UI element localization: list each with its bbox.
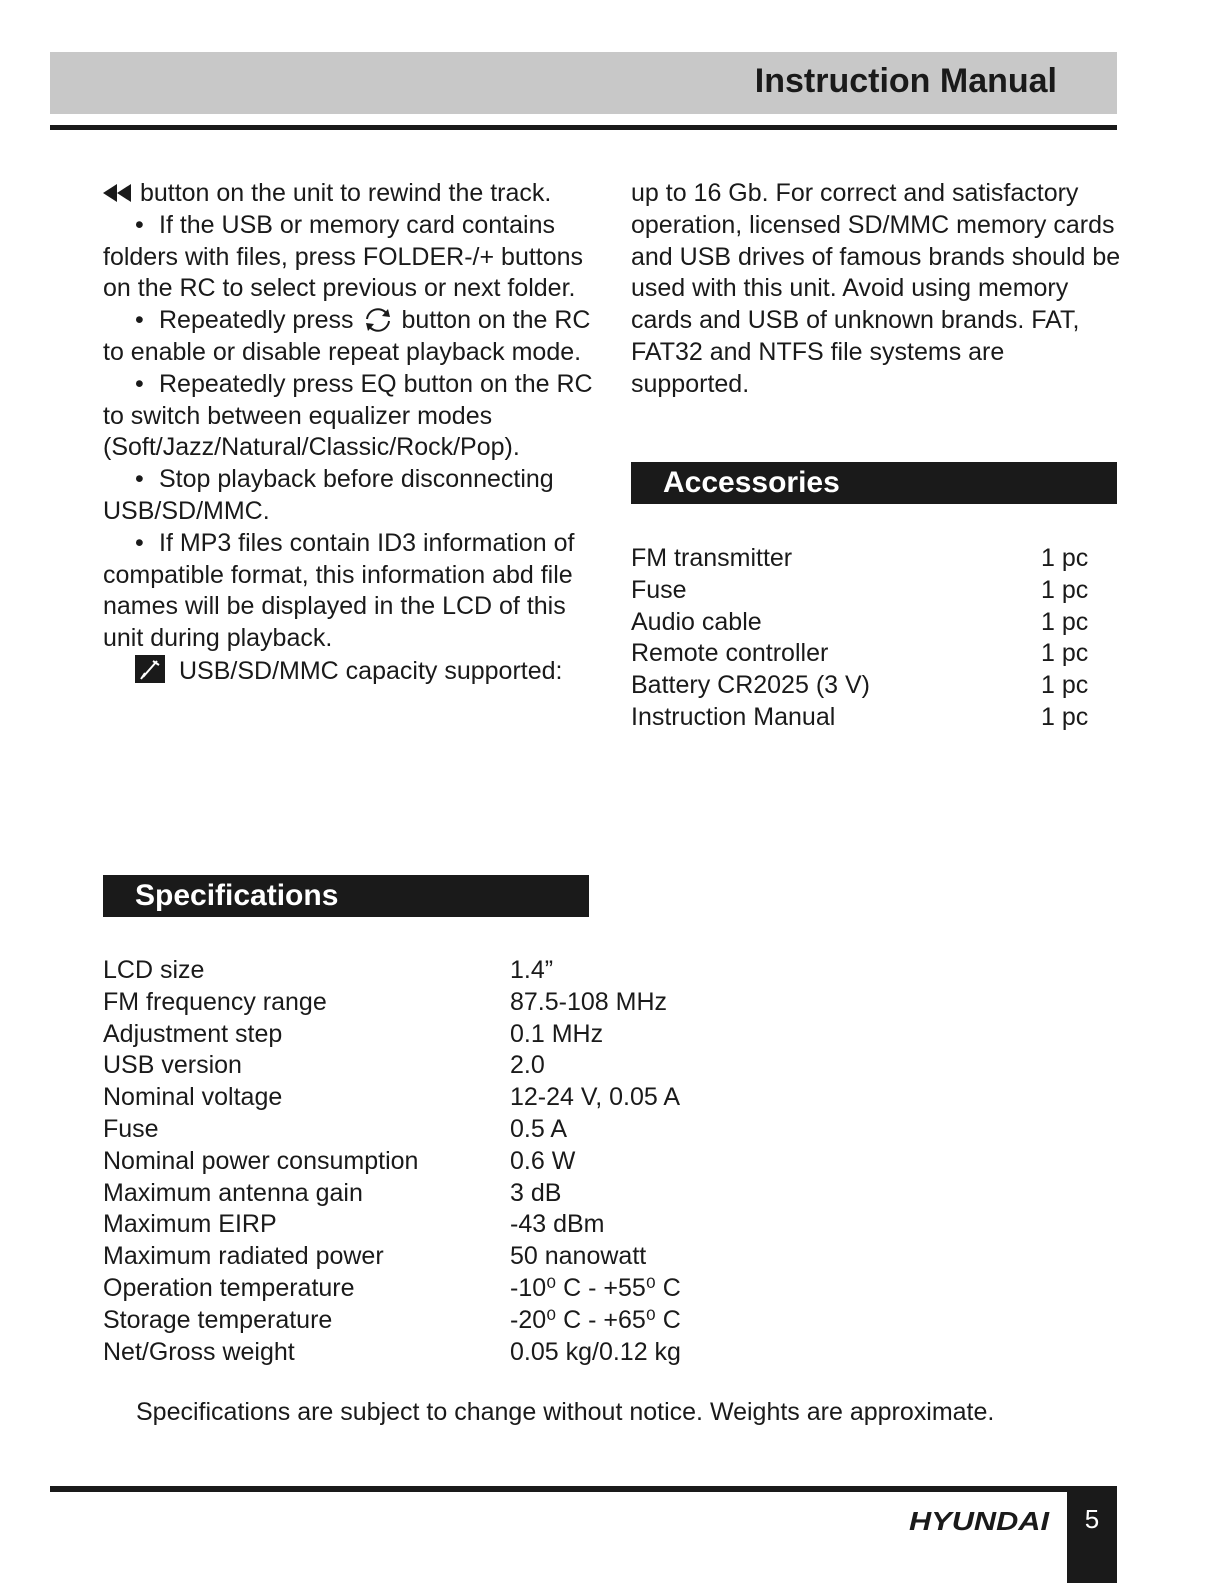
table-row: Net/Gross weight 0.05 kg/0.12 kg (103, 1337, 681, 1366)
left-column (103, 178, 593, 688)
repeat-icon (361, 306, 395, 334)
list-item: Remote controller 1 pc (631, 639, 1089, 668)
table-row: Maximum antenna gain 3 dB (103, 1178, 562, 1207)
table-row: Operation temperature -10⁰ C - +55⁰ C (103, 1273, 681, 1302)
bullet-dot: • (135, 528, 144, 557)
accessories-heading: Accessories (631, 462, 1117, 504)
table-row: LCD size 1.4” (103, 956, 554, 984)
brand-logo-mark (909, 1508, 1051, 1534)
specifications-heading: Specifications (103, 875, 589, 917)
bullet-id3: • If MP3 files contain ID3 information of compatible format, this information abd file names will be displayed in the LCD of this unit during playback. (103, 528, 575, 653)
table-row: Adjustment step 0.1 MHz (103, 1019, 604, 1048)
note-line (103, 655, 593, 688)
table-row: Nominal voltage 12-24 V, 0.05 A (103, 1083, 681, 1112)
table-row: Maximum EIRP -43 dBm (103, 1210, 605, 1239)
table-row: Fuse 0.5 A (103, 1114, 567, 1143)
bullet-dot: • (135, 465, 144, 494)
page-number: 5 (1067, 1486, 1117, 1583)
specifications-table (103, 955, 681, 1368)
bullet-dot: • (135, 369, 144, 398)
table-row: Maximum radiated power 50 nanowatt (103, 1242, 647, 1271)
table-row: Storage temperature -20⁰ C - +65⁰ C (103, 1305, 681, 1334)
right-column (631, 178, 1121, 401)
bullet-dot: • (135, 210, 144, 239)
bullet-eq: • Repeatedly press EQ button on the RC to switch between equalizer modes (Soft/Jazz/Natural/Classic/Rock/Pop). (103, 369, 593, 462)
bullet-dot: • (135, 306, 144, 335)
accessories-list (631, 543, 1091, 734)
list-item: Battery CR2025 (3 V) 1 pc (631, 671, 1089, 700)
table-row: Nominal power consumption 0.6 W (103, 1146, 576, 1175)
table-row: FM frequency range 87.5-108 MHz (103, 987, 668, 1016)
list-item: Instruction Manual 1 pc (631, 702, 1089, 731)
brand-logo-text: HYUNDAI (909, 1508, 1050, 1534)
header-bar (50, 52, 1117, 114)
list-item: FM transmitter 1 pc (631, 544, 1089, 572)
note-text: USB/SD/MMC capacity supported: (179, 656, 563, 685)
specifications-note: Specifications are subject to change without notice. Weights are approximate. (136, 1398, 995, 1426)
capacity-paragraph: up to 16 Gb. For correct and satisfactory operation, licensed SD/MMC memory cards and USB drives of famous brands should be used with this unit. Avoid using memory cards and USB of unknown brands. FAT, FAT32 and NTFS file systems are supported. (631, 179, 1121, 398)
brand-logo (909, 1508, 1051, 1539)
note-pencil-icon (135, 655, 165, 683)
header-rule (50, 125, 1117, 130)
list-item: Audio cable 1 pc (631, 607, 1089, 636)
footer-rule (50, 1486, 1117, 1492)
rewind-paragraph (103, 178, 593, 210)
list-item: Fuse 1 pc (631, 575, 1089, 604)
bullet-folder: • If the USB or memory card contains folders with files, press FOLDER-/+ buttons on the RC to select previous or next folder. (103, 210, 584, 303)
table-row: USB version 2.0 (103, 1051, 545, 1080)
bullet-stop: • Stop playback before disconnecting USB/SD/MMC. (103, 465, 554, 525)
bullet-repeat: • Repeatedly press button on the RC to enable or disable repeat playback mode. (103, 306, 591, 366)
rewind-text: button on the unit to rewind the track. (139, 179, 552, 207)
page-title: Instruction Manual (754, 62, 1057, 100)
rewind-icon (103, 184, 133, 202)
